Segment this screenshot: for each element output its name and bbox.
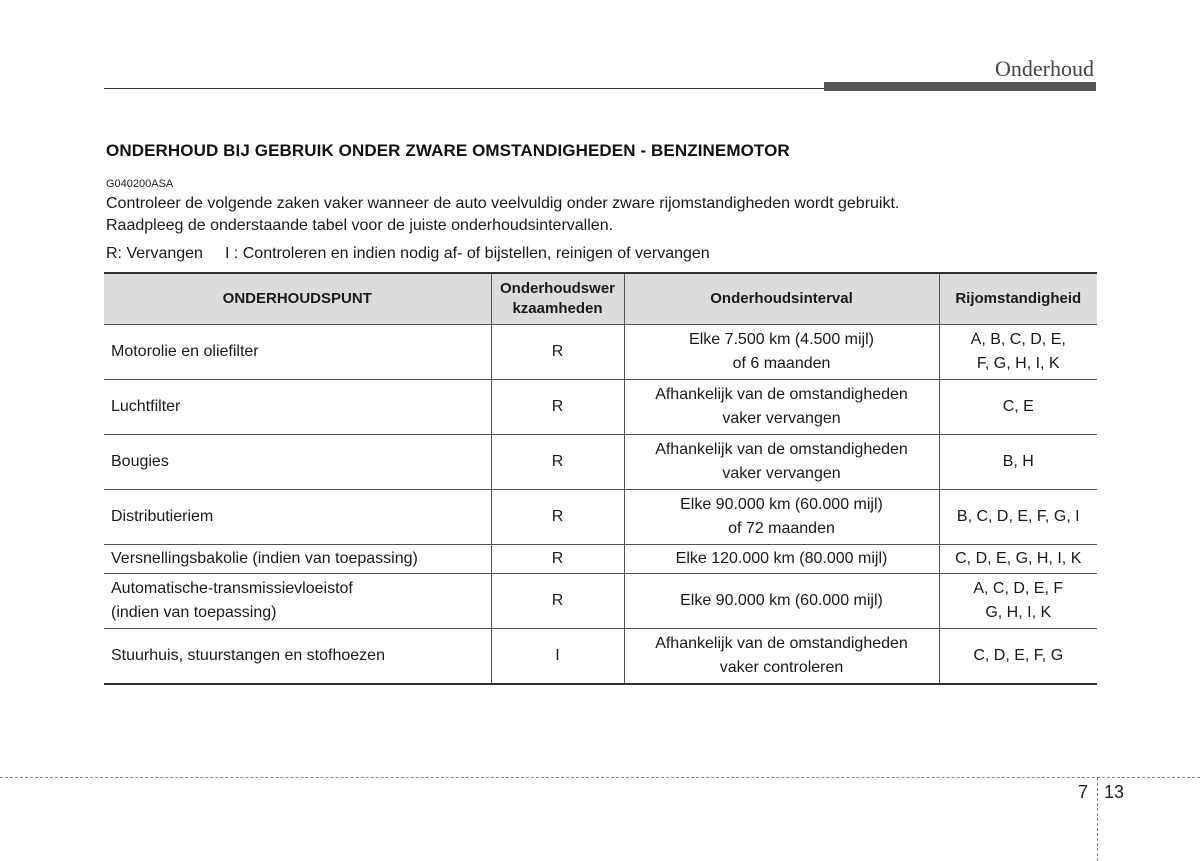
cell-interval: Elke 90.000 km (60.000 mijl) <box>624 574 939 629</box>
cell-item-line-2: (indien van toepassing) <box>111 604 277 621</box>
table-row <box>104 380 1097 435</box>
chapter-number: 7 <box>1078 782 1089 802</box>
cell-conditions-line-2: F, G, H, I, K <box>976 355 1060 372</box>
legend-inspect: I : Controleren en indien nodig af- of bijstellen, reinigen of vervangen <box>224 245 710 262</box>
cell-conditions-line-1: A, C, D, E, F <box>973 580 1064 597</box>
header-item: ONDERHOUDSPUNT <box>104 273 491 325</box>
table-row <box>104 490 1097 545</box>
page-number: 13 <box>1104 782 1125 802</box>
table-row <box>104 574 1097 629</box>
cell-interval-line-1: Elke 90.000 km (60.000 mijl) <box>680 496 883 513</box>
cell-interval-line-2: vaker vervangen <box>722 465 841 482</box>
cell-item <box>104 574 491 629</box>
table-row <box>104 435 1097 490</box>
page-number-divider <box>1097 778 1098 861</box>
table-row <box>104 545 1097 574</box>
document-code: G040200ASA <box>106 178 174 190</box>
cell-item: Luchtfilter <box>104 380 491 435</box>
header-operation <box>491 273 624 325</box>
page-header-title: Onderhoud <box>995 56 1094 81</box>
cell-operation: I <box>491 629 624 685</box>
cell-operation: R <box>491 435 624 490</box>
cell-interval <box>624 435 939 490</box>
cell-interval-line-1: Afhankelijk van de omstandigheden <box>655 635 908 652</box>
cell-interval <box>624 380 939 435</box>
cell-interval <box>624 629 939 685</box>
table-row <box>104 325 1097 380</box>
legend <box>106 245 710 263</box>
cell-conditions <box>939 325 1097 380</box>
cell-conditions-line-1: A, B, C, D, E, <box>970 331 1066 348</box>
header-rule <box>104 88 824 89</box>
intro-text <box>106 193 1096 237</box>
cell-operation: R <box>491 380 624 435</box>
cell-conditions: C, D, E, F, G <box>939 629 1097 685</box>
cell-interval-line-2: of 6 maanden <box>732 355 831 372</box>
header-operation-line-2: kzaamheden <box>512 300 603 317</box>
header-interval: Onderhoudsinterval <box>624 273 939 325</box>
cell-item: Stuurhuis, stuurstangen en stofhoezen <box>104 629 491 685</box>
cell-interval <box>624 490 939 545</box>
cell-operation: R <box>491 325 624 380</box>
cell-interval: Elke 120.000 km (80.000 mijl) <box>624 545 939 574</box>
legend-replace: R: Vervangen <box>106 245 203 262</box>
cell-item: Versnellingsbakolie (indien van toepassing) <box>104 545 491 574</box>
cell-operation: R <box>491 545 624 574</box>
cell-interval-line-2: vaker controleren <box>719 659 844 676</box>
cell-conditions: B, H <box>939 435 1097 490</box>
table-row <box>104 629 1097 685</box>
cell-operation: R <box>491 490 624 545</box>
header-conditions: Rijomstandigheid <box>939 273 1097 325</box>
cell-conditions-line-2: G, H, I, K <box>985 604 1052 621</box>
cell-interval <box>624 325 939 380</box>
section-title: ONDERHOUD BIJ GEBRUIK ONDER ZWARE OMSTANDIGHEDEN - BENZINEMOTOR <box>106 141 790 160</box>
cell-interval-line-2: of 72 maanden <box>728 520 835 537</box>
footer-dotted-rule <box>0 777 1200 778</box>
header-bar <box>824 82 1096 91</box>
cell-item <box>104 325 491 380</box>
cell-item: Distributieriem <box>104 490 491 545</box>
table-header-row <box>104 273 1097 325</box>
cell-item-line-1: Automatische-transmissievloeistof <box>111 580 353 597</box>
cell-item: Bougies <box>104 435 491 490</box>
cell-conditions <box>939 574 1097 629</box>
cell-operation: R <box>491 574 624 629</box>
cell-interval-line-1: Elke 7.500 km (4.500 mijl) <box>689 331 874 348</box>
cell-interval-line-1: Afhankelijk van de omstandigheden <box>655 441 908 458</box>
intro-line-1: Controleer de volgende zaken vaker wanneer de auto veelvuldig onder zware rijomstandigheden wordt gebruikt. <box>106 195 900 212</box>
cell-interval-line-1: Afhankelijk van de omstandigheden <box>655 386 908 403</box>
cell-conditions: B, C, D, E, F, G, I <box>939 490 1097 545</box>
cell-item-line-1: Motorolie en oliefilter <box>111 343 259 360</box>
cell-conditions: C, E <box>939 380 1097 435</box>
header-operation-line-1: Onderhoudswer <box>499 280 615 297</box>
intro-line-2: Raadpleeg de onderstaande tabel voor de juiste onderhoudsintervallen. <box>106 217 614 234</box>
maintenance-table <box>104 272 1097 685</box>
cell-interval-line-2: vaker vervangen <box>722 410 841 427</box>
cell-conditions: C, D, E, G, H, I, K <box>939 545 1097 574</box>
